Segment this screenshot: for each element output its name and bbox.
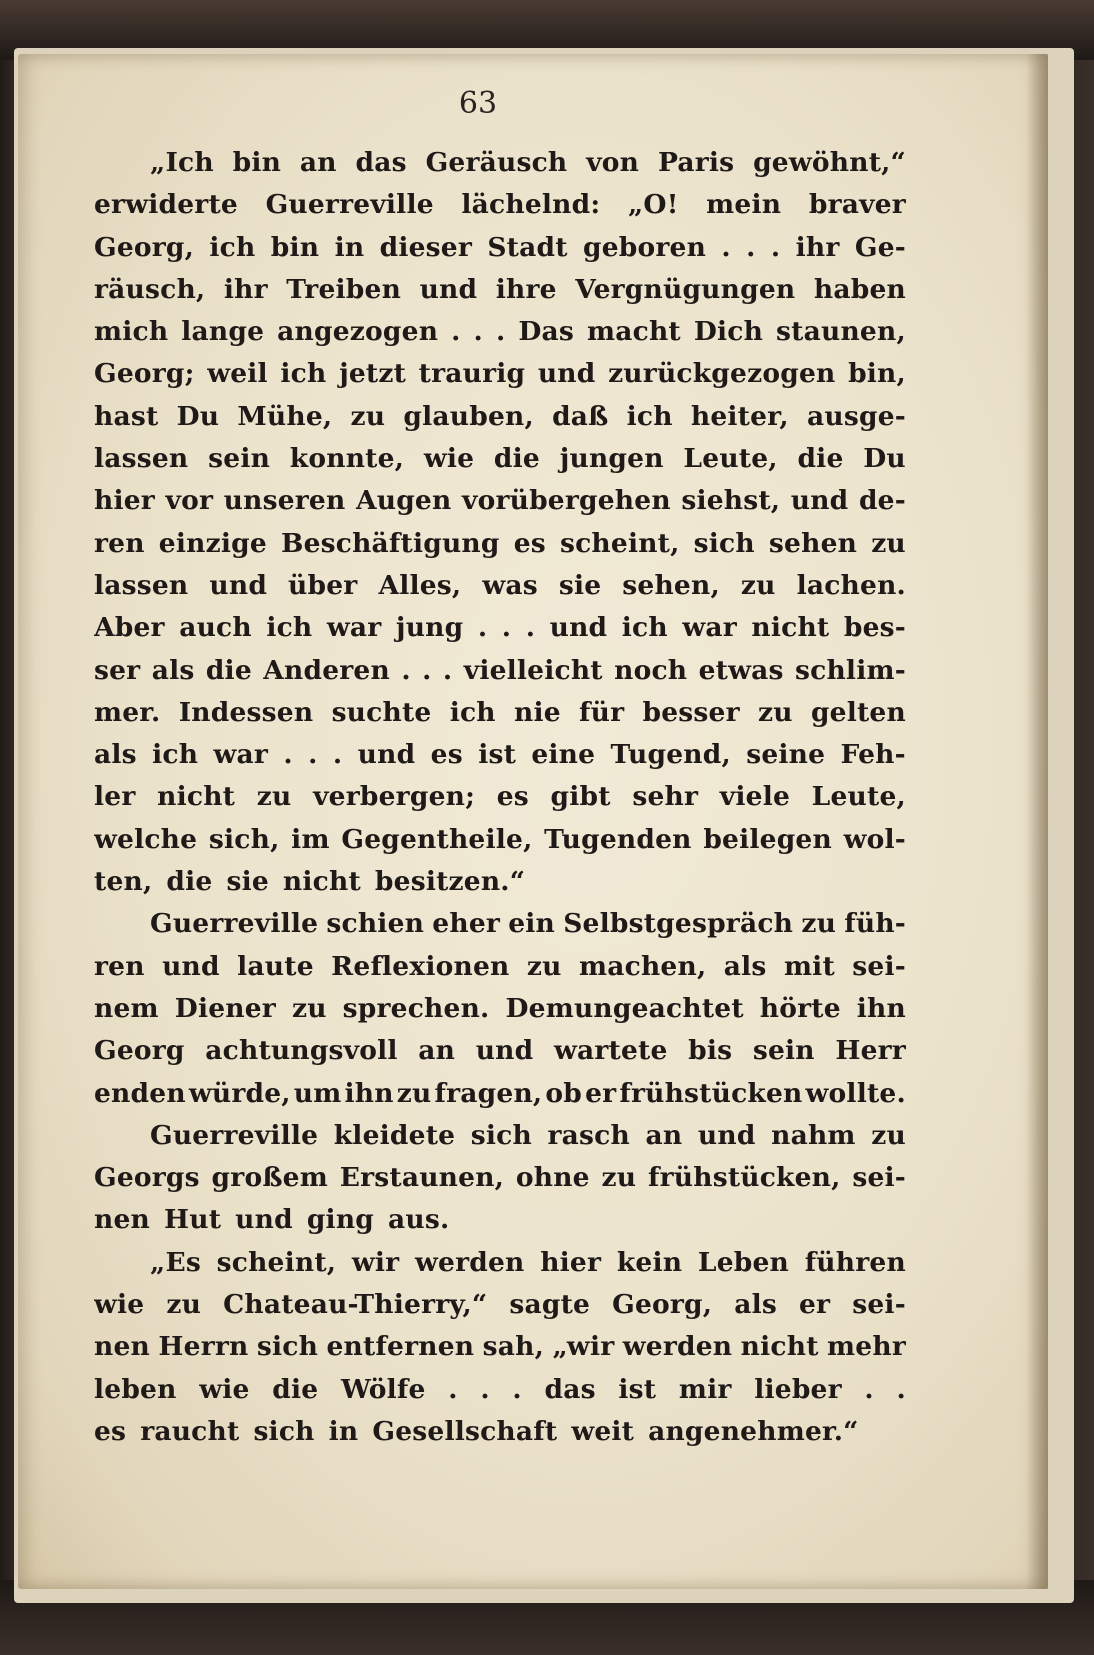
text-line: mich lange angezogen . . . Das macht Dich staunen,: [94, 316, 906, 348]
text-line: Georg; weil ich jetzt traurig und zurückgezogen bin,: [94, 358, 906, 390]
text-line: lassen und über Alles, was sie sehen, zu lachen.: [94, 569, 906, 601]
text-line: Georg, ich bin in dieser Stadt geboren . . . ihr Ge-: [94, 231, 906, 263]
text-line: enden würde, um ihn zu fragen, ob er frühstücken wollte.: [94, 1077, 906, 1109]
text-line: es raucht sich in Gesellschaft weit angenehmer.“: [94, 1415, 859, 1447]
text-line: Georg achtungsvoll an und wartete bis sein Herr: [94, 1035, 906, 1067]
text-line: „Ich bin an das Geräusch von Paris gewöhnt,“: [150, 147, 906, 178]
text-line: ler nicht zu verbergen; es gibt sehr viele Leute,: [94, 781, 906, 813]
page-number: 63: [458, 86, 498, 121]
text-line: hast Du Mühe, zu glauben, daß ich heiter, ausge-: [94, 400, 906, 432]
text-line: Guerreville schien eher ein Selbstgespräch zu füh-: [150, 908, 906, 940]
body-text: [94, 142, 906, 1453]
text-line: Guerreville kleidete sich rasch an und nahm zu: [150, 1119, 906, 1151]
text-line: hier vor unseren Augen vorübergehen siehst, und de-: [94, 485, 906, 517]
text-line: räusch, ihr Treiben und ihre Vergnügungen haben: [94, 273, 906, 305]
text-line: ser als die Anderen . . . vielleicht noch etwas schlim-: [94, 654, 906, 686]
text-line: welche sich, im Gegentheile, Tugenden beilegen wol-: [94, 823, 906, 855]
text-line: „Es scheint, wir werden hier kein Leben führen: [150, 1246, 906, 1278]
text-line: wie zu Chateau-Thierry,“ sagte Georg, als er sei-: [94, 1289, 906, 1321]
text-line: lassen sein konnte, wie die jungen Leute, die Du: [94, 443, 906, 475]
text-line: nen Hut und ging aus.: [94, 1204, 450, 1236]
text-line: ren und laute Reflexionen zu machen, als mit sei-: [94, 950, 906, 982]
text-line: Georgs großem Erstaunen, ohne zu frühstücken, sei-: [94, 1162, 906, 1194]
text-line: mer. Indessen suchte ich nie für besser zu gelten: [94, 696, 906, 728]
text-line: Aber auch ich war jung . . . und ich war nicht bes-: [94, 612, 906, 644]
book-page: [18, 54, 1048, 1589]
text-line: nen Herrn sich entfernen sah, „wir werden nicht mehr: [94, 1331, 906, 1363]
text-line: leben wie die Wölfe . . . das ist mir lieber . .: [94, 1373, 906, 1405]
text-line: ten, die sie nicht besitzen.“: [94, 866, 526, 898]
page-gutter-shade: [1026, 54, 1048, 1589]
text-line: erwiderte Guerreville lächelnd: „O! mein braver: [94, 189, 906, 221]
text-line: als ich war . . . und es ist eine Tugend, seine Feh-: [94, 739, 906, 771]
text-line: ren einzige Beschäftigung es scheint, sich sehen zu: [94, 527, 906, 559]
text-line: nem Diener zu sprechen. Demungeachtet hörte ihn: [94, 992, 906, 1024]
